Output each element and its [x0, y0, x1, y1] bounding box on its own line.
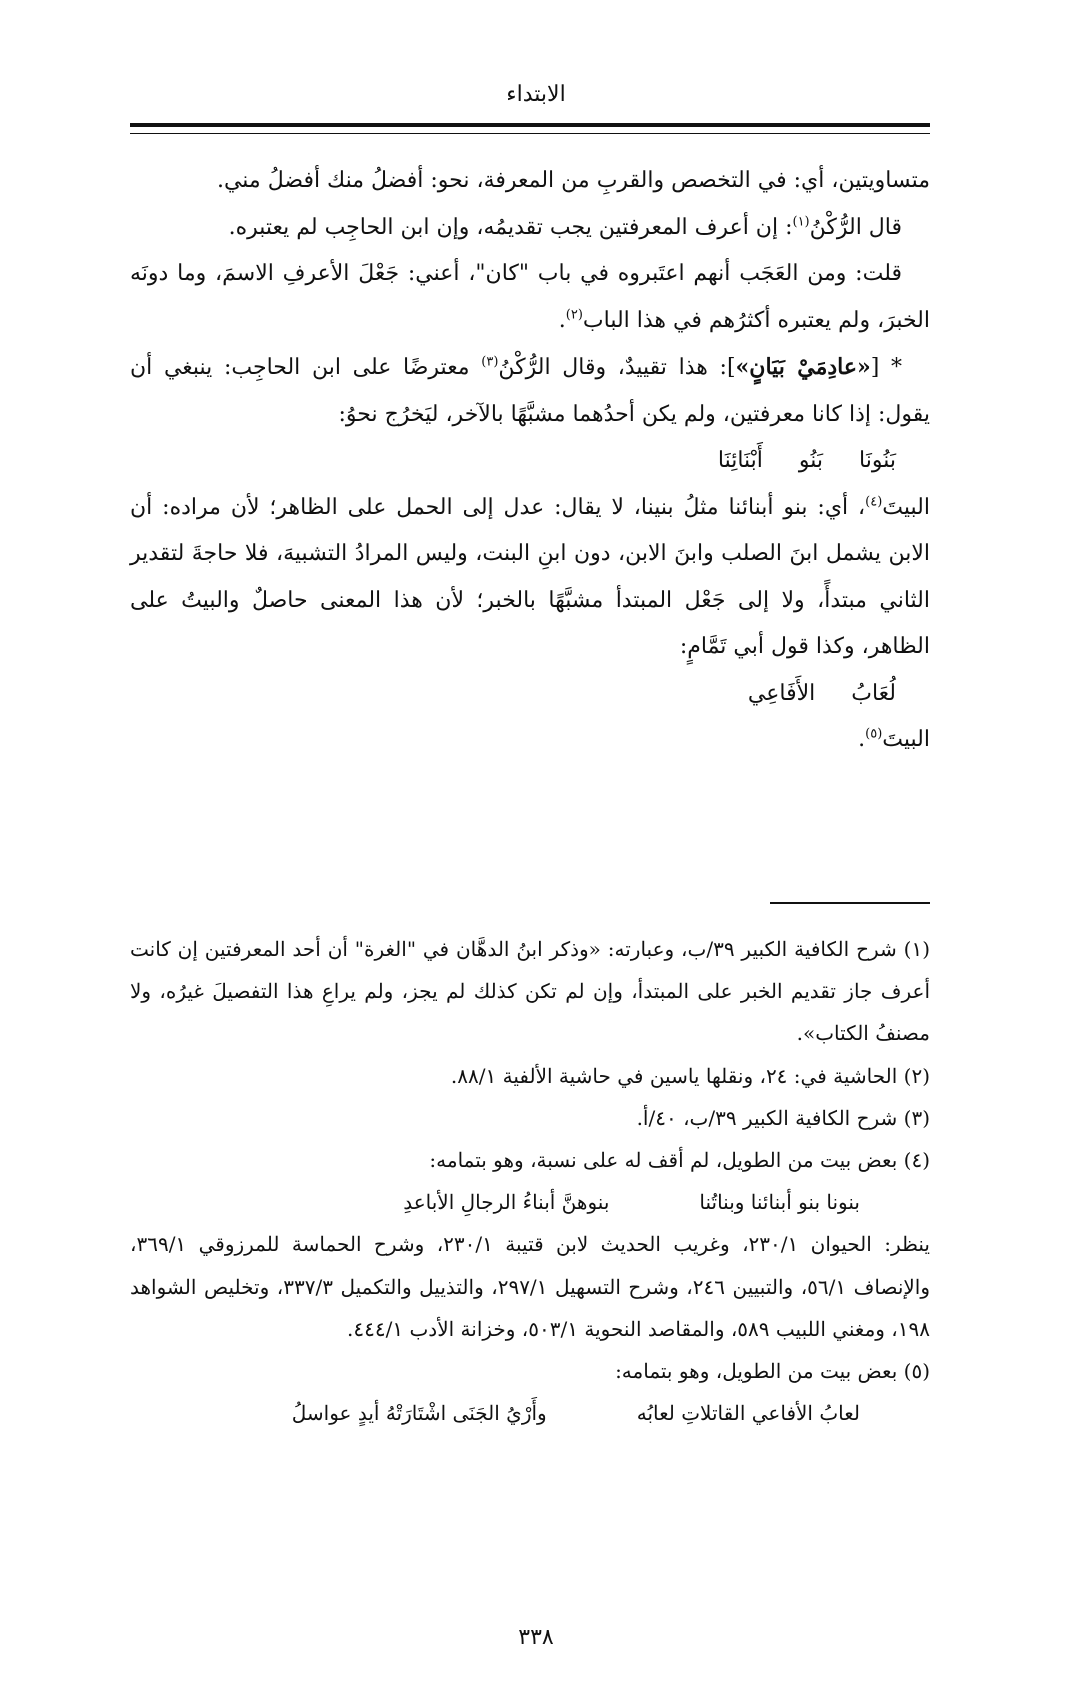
- footnote-3: (٣) شرح الكافية الكبير ٣٩/ب، ٤٠/أ.: [636, 1105, 930, 1130]
- footnote-ref-5[interactable]: (٥): [865, 726, 883, 742]
- footnote-ref-1[interactable]: (١): [792, 214, 810, 230]
- footnotes: [130, 928, 930, 1434]
- footnote-5-verse-second-hemistich: وأَرْيُ الجَنَى اشْتَارَتْهُ أيدٍ عواسلُ: [291, 1401, 547, 1426]
- page-number: ٣٣٨: [518, 1625, 554, 1650]
- paragraph-4-star: * [: [870, 355, 903, 380]
- paragraph-6: [130, 717, 930, 764]
- paragraph-3: [130, 251, 930, 344]
- footnote-5-verse: [130, 1392, 930, 1434]
- paragraph-2-text-b: : إن أعرف المعرفتين يجب تقديمُه، وإن ابن الحاجِب لم يعتبره.: [228, 214, 793, 240]
- footnote-2: (٢) الحاشية في: ٢٤، ونقلها ياسين في حاشية الألفية ٨٨/١.: [450, 1063, 930, 1088]
- paragraph-3-text-b: .: [558, 307, 566, 333]
- footnote-separator: [770, 902, 930, 904]
- verse-2-word-1: لُعَابُ: [851, 680, 896, 706]
- paragraph-5-text-a: البيتَ: [882, 494, 930, 520]
- paragraph-4-text-a: ]: هذا تقييدٌ، وقال الرُّكْنُ: [498, 355, 736, 380]
- footnote-ref-3[interactable]: (٣): [481, 354, 499, 370]
- footnote-5-verse-first-hemistich: لعابُ الأفاعي القاتلاتِ لعابُه: [636, 1401, 860, 1426]
- paragraph-5: [130, 485, 930, 671]
- header-rule-thick: [130, 123, 930, 127]
- footnote-1: (١) شرح الكافية الكبير ٣٩/ب، وعبارته: «وذكر ابنُ الدهَّان في "الغرة" أن أحد المعرفتين إن كانت أعرف جاز تقديم الخبر على المبتدأ، وإن لم تكن كذلك لم يجز، ولم يراعِ هذا التفصيلَ غيرُه، ولا مصنفُ الكتاب».: [130, 937, 931, 1046]
- footnote-4: (٤) بعض بيت من الطويل، لم أقف له على نسبة، وهو بتمامه:: [429, 1148, 930, 1173]
- verse-2-word-2: الأَفَاعِي: [747, 680, 816, 706]
- paragraph-6-text-b: .: [858, 727, 866, 752]
- main-text: [130, 158, 930, 764]
- footnote-5: (٥) بعض بيت من الطويل، وهو بتمامه:: [615, 1359, 930, 1384]
- paragraph-4: [130, 344, 930, 438]
- header-rule-thin: [130, 133, 930, 134]
- verse-1-word-3: أَبْنَائِنَا: [717, 448, 763, 473]
- running-title: الابتداء: [506, 82, 566, 107]
- paragraph-2-text-a: قال الرُّكْنُ: [809, 214, 902, 240]
- footnote-4-references: ينظر: الحيوان ٢٣٠/١، وغريب الحديث لابن قتيبة ٢٣٠/١، وشرح الحماسة للمرزوقي ٣٦٩/١، والإنصاف ٥٦/١، والتبيين ٢٤٦، وشرح التسهيل ٢٩٧/١، والتذييل والتكميل ٣٣٧/٣، وتخليص الشواهد ١٩٨، ومغني اللبيب ٥٨٩، والمقاصد النحوية ٥٠٣/١، وخزانة الأدب ٤٤٤/١.: [130, 1232, 931, 1341]
- verse-1-word-1: بَنُونَا: [859, 448, 896, 473]
- paragraph-6-text-a: البيتَ: [882, 727, 930, 752]
- footnote-ref-4[interactable]: (٤): [865, 494, 883, 510]
- verse-2: [130, 671, 930, 718]
- paragraph-3-text-a: قلت: ومن العَجَب أنهم اعتَبروه في باب "كان"، أعني: جَعْلَ الأعرفِ الاسمَ، وما دونَه الخبرَ، ولم يعتبره أكثرُهم في هذا الباب: [130, 261, 930, 333]
- paragraph-2: [130, 205, 930, 252]
- footnote-ref-2[interactable]: (٢): [565, 307, 583, 323]
- verse-1: [130, 438, 930, 485]
- footnote-4-verse-first-hemistich: بنونا بنو أبنائنا وبناتُنا: [699, 1190, 860, 1215]
- paragraph-4-text-b: معترضًا على ابن الحاجِب: ينبغي أن يقول: إذا كانا معرفتين، ولم يكن أحدُهما مشبَّهًا بالآخر، ليَخرُج نحوُ:: [130, 355, 930, 427]
- paragraph-1: متساويتين، أي: في التخصص والقربِ من المعرفة، نحو: أفضلُ منك أفضلُ مني.: [216, 168, 930, 193]
- paragraph-4-bold-term: «عادِمَيْ بَيَانٍ»: [735, 354, 871, 380]
- paragraph-5-text-b: ، أي: بنو أبنائنا مثلُ بنينا، لا يقال: عدل إلى الحمل على الظاهر؛ لأن مراده: أن الابن يشمل ابنَ الصلب وابنَ الابن، دون ابنِ البنت، وليس المرادُ التشبيهَ، فلا حاجةَ لتقدير الثاني مبتدأً، ولا إلى جَعْل المبتدأ مشبَّهًا بالخبر؛ لأن هذا المعنى حاصلٌ والبيتُ على الظاهر، وكذا قول أبي تَمَّامٍ:: [130, 494, 930, 659]
- footnote-4-verse-second-hemistich: بنوهنَّ أبناءُ الرجالِ الأباعدِ: [403, 1190, 610, 1215]
- footnote-4-verse: [130, 1181, 930, 1223]
- verse-1-word-2: بَنُو: [798, 448, 824, 473]
